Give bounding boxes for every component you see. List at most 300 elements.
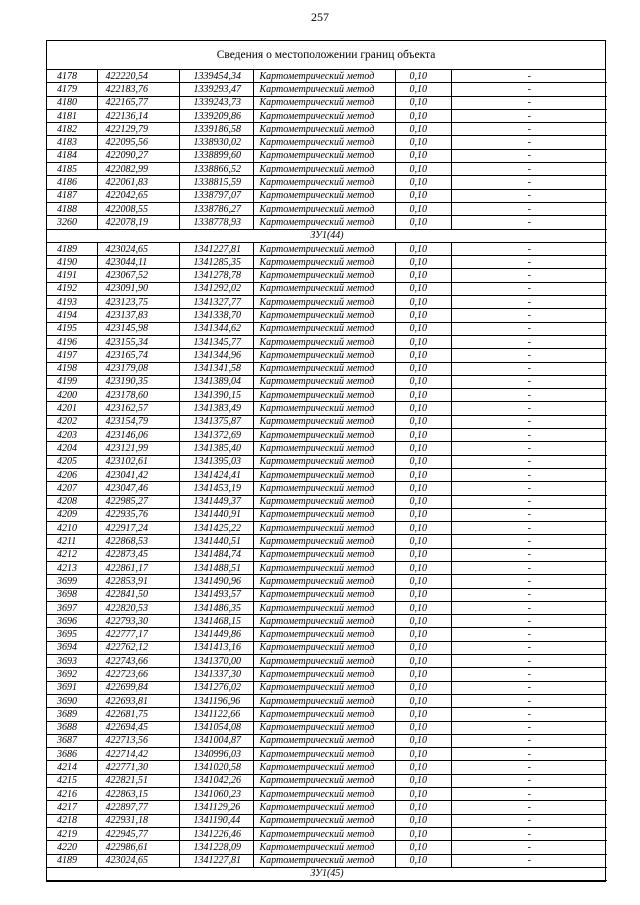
- method-cell: Картометрический метод: [253, 628, 395, 641]
- table-row: [47, 641, 607, 654]
- table-row: [47, 149, 607, 162]
- method-cell: Картометрический метод: [253, 83, 395, 96]
- method-cell: Картометрический метод: [253, 442, 395, 455]
- method-cell: Картометрический метод: [253, 322, 395, 335]
- y-coordinate-cell: 1341226,46: [179, 827, 253, 840]
- point-number-cell: 4181: [47, 109, 97, 122]
- x-coordinate-cell: 423146,06: [97, 429, 179, 442]
- accuracy-cell: 0,10: [395, 495, 451, 508]
- table-row: [47, 522, 607, 535]
- point-number-cell: 4184: [47, 149, 97, 162]
- accuracy-cell: 0,10: [395, 202, 451, 215]
- x-coordinate-cell: 422868,53: [97, 535, 179, 548]
- coordinates-table: [47, 70, 607, 881]
- y-coordinate-cell: 1339243,73: [179, 96, 253, 109]
- y-coordinate-cell: 1341375,87: [179, 415, 253, 428]
- y-coordinate-cell: 1341449,37: [179, 495, 253, 508]
- table-row: [47, 296, 607, 309]
- x-coordinate-cell: 423024,65: [97, 242, 179, 255]
- x-coordinate-cell: 423024,65: [97, 854, 179, 867]
- x-coordinate-cell: 422042,65: [97, 189, 179, 202]
- point-number-cell: 4197: [47, 349, 97, 362]
- method-cell: Картометрический метод: [253, 296, 395, 309]
- point-number-cell: 4178: [47, 70, 97, 83]
- accuracy-cell: 0,10: [395, 655, 451, 668]
- accuracy-cell: 0,10: [395, 389, 451, 402]
- description-cell: -: [451, 83, 607, 96]
- method-cell: Картометрический метод: [253, 282, 395, 295]
- description-cell: -: [451, 375, 607, 388]
- x-coordinate-cell: 422743,66: [97, 655, 179, 668]
- x-coordinate-cell: 422129,79: [97, 123, 179, 136]
- point-number-cell: 3690: [47, 694, 97, 707]
- y-coordinate-cell: 1341383,49: [179, 402, 253, 415]
- point-number-cell: 4209: [47, 508, 97, 521]
- point-number-cell: 4198: [47, 362, 97, 375]
- point-number-cell: 3686: [47, 748, 97, 761]
- accuracy-cell: 0,10: [395, 575, 451, 588]
- table-row: [47, 721, 607, 734]
- accuracy-cell: 0,10: [395, 70, 451, 83]
- x-coordinate-cell: 422082,99: [97, 163, 179, 176]
- method-cell: Картометрический метод: [253, 335, 395, 348]
- point-number-cell: 3692: [47, 668, 97, 681]
- section-label: ЗУ1(45): [47, 867, 607, 880]
- point-number-cell: 4179: [47, 83, 97, 96]
- table-row: [47, 628, 607, 641]
- method-cell: Картометрический метод: [253, 827, 395, 840]
- accuracy-cell: 0,10: [395, 322, 451, 335]
- y-coordinate-cell: 1341453,19: [179, 482, 253, 495]
- description-cell: -: [451, 322, 607, 335]
- x-coordinate-cell: 422945,77: [97, 827, 179, 840]
- table-row: [47, 362, 607, 375]
- accuracy-cell: 0,10: [395, 508, 451, 521]
- x-coordinate-cell: 422681,75: [97, 708, 179, 721]
- description-cell: -: [451, 721, 607, 734]
- y-coordinate-cell: 1341327,77: [179, 296, 253, 309]
- accuracy-cell: 0,10: [395, 668, 451, 681]
- y-coordinate-cell: 1341390,15: [179, 389, 253, 402]
- y-coordinate-cell: 1339186,58: [179, 123, 253, 136]
- accuracy-cell: 0,10: [395, 429, 451, 442]
- x-coordinate-cell: 422777,17: [97, 628, 179, 641]
- accuracy-cell: 0,10: [395, 721, 451, 734]
- table-row: [47, 109, 607, 122]
- y-coordinate-cell: 1338815,59: [179, 176, 253, 189]
- table-row: [47, 389, 607, 402]
- y-coordinate-cell: 1341370,00: [179, 655, 253, 668]
- table-row: [47, 96, 607, 109]
- x-coordinate-cell: 422090,27: [97, 149, 179, 162]
- accuracy-cell: 0,10: [395, 242, 451, 255]
- x-coordinate-cell: 423165,74: [97, 349, 179, 362]
- table-row: [47, 349, 607, 362]
- y-coordinate-cell: 1341227,81: [179, 854, 253, 867]
- x-coordinate-cell: 422841,50: [97, 588, 179, 601]
- table-row: [47, 256, 607, 269]
- accuracy-cell: 0,10: [395, 83, 451, 96]
- accuracy-cell: 0,10: [395, 708, 451, 721]
- accuracy-cell: 0,10: [395, 601, 451, 614]
- description-cell: -: [451, 508, 607, 521]
- table-row: [47, 335, 607, 348]
- point-number-cell: 4212: [47, 548, 97, 561]
- accuracy-cell: 0,10: [395, 615, 451, 628]
- x-coordinate-cell: 422699,84: [97, 681, 179, 694]
- table-row: [47, 588, 607, 601]
- x-coordinate-cell: 423145,98: [97, 322, 179, 335]
- accuracy-cell: 0,10: [395, 375, 451, 388]
- point-number-cell: 4208: [47, 495, 97, 508]
- x-coordinate-cell: 423044,11: [97, 256, 179, 269]
- point-number-cell: 4187: [47, 189, 97, 202]
- table-row: [47, 548, 607, 561]
- x-coordinate-cell: 423137,83: [97, 309, 179, 322]
- method-cell: Картометрический метод: [253, 495, 395, 508]
- method-cell: Картометрический метод: [253, 761, 395, 774]
- y-coordinate-cell: 1341042,26: [179, 774, 253, 787]
- description-cell: -: [451, 415, 607, 428]
- point-number-cell: 3697: [47, 601, 97, 614]
- table-row: [47, 375, 607, 388]
- x-coordinate-cell: 422723,66: [97, 668, 179, 681]
- point-number-cell: 4200: [47, 389, 97, 402]
- point-number-cell: 4203: [47, 429, 97, 442]
- x-coordinate-cell: 422793,30: [97, 615, 179, 628]
- point-number-cell: 4199: [47, 375, 97, 388]
- description-cell: -: [451, 482, 607, 495]
- accuracy-cell: 0,10: [395, 588, 451, 601]
- accuracy-cell: 0,10: [395, 362, 451, 375]
- x-coordinate-cell: 422136,14: [97, 109, 179, 122]
- point-number-cell: 3693: [47, 655, 97, 668]
- method-cell: Картометрический метод: [253, 96, 395, 109]
- y-coordinate-cell: 1341054,08: [179, 721, 253, 734]
- y-coordinate-cell: 1341468,15: [179, 615, 253, 628]
- method-cell: Картометрический метод: [253, 841, 395, 854]
- description-cell: -: [451, 694, 607, 707]
- y-coordinate-cell: 1341440,91: [179, 508, 253, 521]
- x-coordinate-cell: 422917,24: [97, 522, 179, 535]
- point-number-cell: 4189: [47, 854, 97, 867]
- point-number-cell: 4214: [47, 761, 97, 774]
- y-coordinate-cell: 1341190,44: [179, 814, 253, 827]
- x-coordinate-cell: 423041,42: [97, 468, 179, 481]
- table-row: [47, 535, 607, 548]
- x-coordinate-cell: 423179,08: [97, 362, 179, 375]
- description-cell: -: [451, 588, 607, 601]
- y-coordinate-cell: 1341493,57: [179, 588, 253, 601]
- y-coordinate-cell: 1341337,30: [179, 668, 253, 681]
- description-cell: -: [451, 801, 607, 814]
- table-row: [47, 176, 607, 189]
- method-cell: Картометрический метод: [253, 123, 395, 136]
- method-cell: Картометрический метод: [253, 641, 395, 654]
- table-row: [47, 282, 607, 295]
- accuracy-cell: 0,10: [395, 788, 451, 801]
- section-label: ЗУ1(44): [47, 229, 607, 242]
- point-number-cell: 4211: [47, 535, 97, 548]
- accuracy-cell: 0,10: [395, 455, 451, 468]
- description-cell: -: [451, 681, 607, 694]
- point-number-cell: 3699: [47, 575, 97, 588]
- section-row: [47, 867, 607, 880]
- point-number-cell: 3687: [47, 734, 97, 747]
- description-cell: -: [451, 495, 607, 508]
- table-row: [47, 668, 607, 681]
- accuracy-cell: 0,10: [395, 522, 451, 535]
- method-cell: Картометрический метод: [253, 242, 395, 255]
- description-cell: -: [451, 109, 607, 122]
- accuracy-cell: 0,10: [395, 641, 451, 654]
- accuracy-cell: 0,10: [395, 561, 451, 574]
- description-cell: -: [451, 123, 607, 136]
- point-number-cell: 4217: [47, 801, 97, 814]
- description-cell: -: [451, 827, 607, 840]
- table-row: [47, 482, 607, 495]
- table-row: [47, 216, 607, 229]
- table-row: [47, 708, 607, 721]
- point-number-cell: 4202: [47, 415, 97, 428]
- method-cell: Картометрический метод: [253, 429, 395, 442]
- accuracy-cell: 0,10: [395, 694, 451, 707]
- method-cell: Картометрический метод: [253, 70, 395, 83]
- accuracy-cell: 0,10: [395, 163, 451, 176]
- table-row: [47, 761, 607, 774]
- point-number-cell: 4205: [47, 455, 97, 468]
- point-number-cell: 4210: [47, 522, 97, 535]
- point-number-cell: 3691: [47, 681, 97, 694]
- x-coordinate-cell: 422931,18: [97, 814, 179, 827]
- point-number-cell: 3260: [47, 216, 97, 229]
- method-cell: Картометрический метод: [253, 588, 395, 601]
- y-coordinate-cell: 1338899,60: [179, 149, 253, 162]
- method-cell: Картометрический метод: [253, 668, 395, 681]
- x-coordinate-cell: 423047,46: [97, 482, 179, 495]
- point-number-cell: 4180: [47, 96, 97, 109]
- y-coordinate-cell: 1341020,58: [179, 761, 253, 774]
- method-cell: Картометрический метод: [253, 149, 395, 162]
- table-row: [47, 841, 607, 854]
- y-coordinate-cell: 1341227,81: [179, 242, 253, 255]
- table-row: [47, 561, 607, 574]
- x-coordinate-cell: 423155,34: [97, 335, 179, 348]
- x-coordinate-cell: 422713,56: [97, 734, 179, 747]
- x-coordinate-cell: 422863,15: [97, 788, 179, 801]
- description-cell: -: [451, 548, 607, 561]
- table-row: [47, 402, 607, 415]
- table-row: [47, 854, 607, 867]
- method-cell: Картометрический метод: [253, 468, 395, 481]
- method-cell: Картометрический метод: [253, 694, 395, 707]
- y-coordinate-cell: 1341338,70: [179, 309, 253, 322]
- x-coordinate-cell: 422820,53: [97, 601, 179, 614]
- table-row: [47, 322, 607, 335]
- y-coordinate-cell: 1341490,96: [179, 575, 253, 588]
- method-cell: Картометрический метод: [253, 375, 395, 388]
- method-cell: Картометрический метод: [253, 349, 395, 362]
- point-number-cell: 4183: [47, 136, 97, 149]
- table-row: [47, 242, 607, 255]
- table-row: [47, 615, 607, 628]
- table-row: [47, 734, 607, 747]
- y-coordinate-cell: 1341385,40: [179, 442, 253, 455]
- method-cell: Картометрический метод: [253, 508, 395, 521]
- method-cell: Картометрический метод: [253, 854, 395, 867]
- table-row: [47, 508, 607, 521]
- accuracy-cell: 0,10: [395, 176, 451, 189]
- point-number-cell: 3689: [47, 708, 97, 721]
- method-cell: Картометрический метод: [253, 455, 395, 468]
- y-coordinate-cell: 1341413,16: [179, 641, 253, 654]
- table-row: [47, 468, 607, 481]
- point-number-cell: 4189: [47, 242, 97, 255]
- accuracy-cell: 0,10: [395, 841, 451, 854]
- description-cell: -: [451, 854, 607, 867]
- y-coordinate-cell: 1341344,96: [179, 349, 253, 362]
- accuracy-cell: 0,10: [395, 628, 451, 641]
- method-cell: Картометрический метод: [253, 163, 395, 176]
- accuracy-cell: 0,10: [395, 442, 451, 455]
- point-number-cell: 3688: [47, 721, 97, 734]
- description-cell: -: [451, 455, 607, 468]
- point-number-cell: 3698: [47, 588, 97, 601]
- accuracy-cell: 0,10: [395, 548, 451, 561]
- point-number-cell: 4192: [47, 282, 97, 295]
- accuracy-cell: 0,10: [395, 801, 451, 814]
- point-number-cell: 4188: [47, 202, 97, 215]
- x-coordinate-cell: 422183,76: [97, 83, 179, 96]
- description-cell: -: [451, 522, 607, 535]
- method-cell: Картометрический метод: [253, 256, 395, 269]
- method-cell: Картометрический метод: [253, 788, 395, 801]
- description-cell: -: [451, 189, 607, 202]
- description-cell: -: [451, 96, 607, 109]
- x-coordinate-cell: 422008,55: [97, 202, 179, 215]
- y-coordinate-cell: 1341292,02: [179, 282, 253, 295]
- description-cell: -: [451, 468, 607, 481]
- point-number-cell: 4195: [47, 322, 97, 335]
- table-row: [47, 748, 607, 761]
- x-coordinate-cell: 423190,35: [97, 375, 179, 388]
- x-coordinate-cell: 422165,77: [97, 96, 179, 109]
- x-coordinate-cell: 422095,56: [97, 136, 179, 149]
- table-row: [47, 455, 607, 468]
- description-cell: -: [451, 309, 607, 322]
- method-cell: Картометрический метод: [253, 522, 395, 535]
- table-row: [47, 801, 607, 814]
- accuracy-cell: 0,10: [395, 282, 451, 295]
- point-number-cell: 4182: [47, 123, 97, 136]
- method-cell: Картометрический метод: [253, 575, 395, 588]
- y-coordinate-cell: 1341440,51: [179, 535, 253, 548]
- table-row: [47, 694, 607, 707]
- description-cell: -: [451, 708, 607, 721]
- point-number-cell: 4193: [47, 296, 97, 309]
- point-number-cell: 3694: [47, 641, 97, 654]
- description-cell: -: [451, 535, 607, 548]
- accuracy-cell: 0,10: [395, 734, 451, 747]
- point-number-cell: 4219: [47, 827, 97, 840]
- point-number-cell: 4190: [47, 256, 97, 269]
- description-cell: -: [451, 296, 607, 309]
- y-coordinate-cell: 1339209,86: [179, 109, 253, 122]
- table-row: [47, 83, 607, 96]
- table-row: [47, 495, 607, 508]
- accuracy-cell: 0,10: [395, 468, 451, 481]
- method-cell: Картометрический метод: [253, 216, 395, 229]
- table-title: Сведения о местоположении границ объекта: [47, 41, 605, 70]
- x-coordinate-cell: 422061,83: [97, 176, 179, 189]
- x-coordinate-cell: 422861,17: [97, 561, 179, 574]
- method-cell: Картометрический метод: [253, 189, 395, 202]
- description-cell: -: [451, 575, 607, 588]
- point-number-cell: 4185: [47, 163, 97, 176]
- y-coordinate-cell: 1341129,26: [179, 801, 253, 814]
- description-cell: -: [451, 389, 607, 402]
- x-coordinate-cell: 422694,45: [97, 721, 179, 734]
- description-cell: -: [451, 814, 607, 827]
- y-coordinate-cell: 1341228,09: [179, 841, 253, 854]
- accuracy-cell: 0,10: [395, 296, 451, 309]
- description-cell: -: [451, 282, 607, 295]
- page-number: 257: [311, 10, 329, 24]
- accuracy-cell: 0,10: [395, 761, 451, 774]
- description-cell: -: [451, 628, 607, 641]
- table-row: [47, 814, 607, 827]
- x-coordinate-cell: 422873,45: [97, 548, 179, 561]
- x-coordinate-cell: 422693,81: [97, 694, 179, 707]
- description-cell: -: [451, 841, 607, 854]
- y-coordinate-cell: 1341344,62: [179, 322, 253, 335]
- point-number-cell: 4204: [47, 442, 97, 455]
- y-coordinate-cell: 1341196,96: [179, 694, 253, 707]
- table-row: [47, 163, 607, 176]
- accuracy-cell: 0,10: [395, 827, 451, 840]
- method-cell: Картометрический метод: [253, 748, 395, 761]
- table-row: [47, 309, 607, 322]
- x-coordinate-cell: 423102,61: [97, 455, 179, 468]
- x-coordinate-cell: 422985,27: [97, 495, 179, 508]
- description-cell: -: [451, 761, 607, 774]
- accuracy-cell: 0,10: [395, 149, 451, 162]
- y-coordinate-cell: 1338778,93: [179, 216, 253, 229]
- point-number-cell: 4207: [47, 482, 97, 495]
- description-cell: -: [451, 641, 607, 654]
- y-coordinate-cell: 1341122,66: [179, 708, 253, 721]
- method-cell: Картометрический метод: [253, 269, 395, 282]
- boundary-table: [46, 40, 606, 882]
- y-coordinate-cell: 1341276,02: [179, 681, 253, 694]
- accuracy-cell: 0,10: [395, 256, 451, 269]
- y-coordinate-cell: 1341004,87: [179, 734, 253, 747]
- description-cell: -: [451, 601, 607, 614]
- method-cell: Картометрический метод: [253, 202, 395, 215]
- y-coordinate-cell: 1341425,22: [179, 522, 253, 535]
- y-coordinate-cell: 1341424,41: [179, 468, 253, 481]
- accuracy-cell: 0,10: [395, 774, 451, 787]
- description-cell: -: [451, 788, 607, 801]
- table-row: [47, 681, 607, 694]
- point-number-cell: 3696: [47, 615, 97, 628]
- point-number-cell: 4191: [47, 269, 97, 282]
- method-cell: Картометрический метод: [253, 681, 395, 694]
- description-cell: -: [451, 163, 607, 176]
- description-cell: -: [451, 70, 607, 83]
- table-row: [47, 415, 607, 428]
- x-coordinate-cell: 423154,79: [97, 415, 179, 428]
